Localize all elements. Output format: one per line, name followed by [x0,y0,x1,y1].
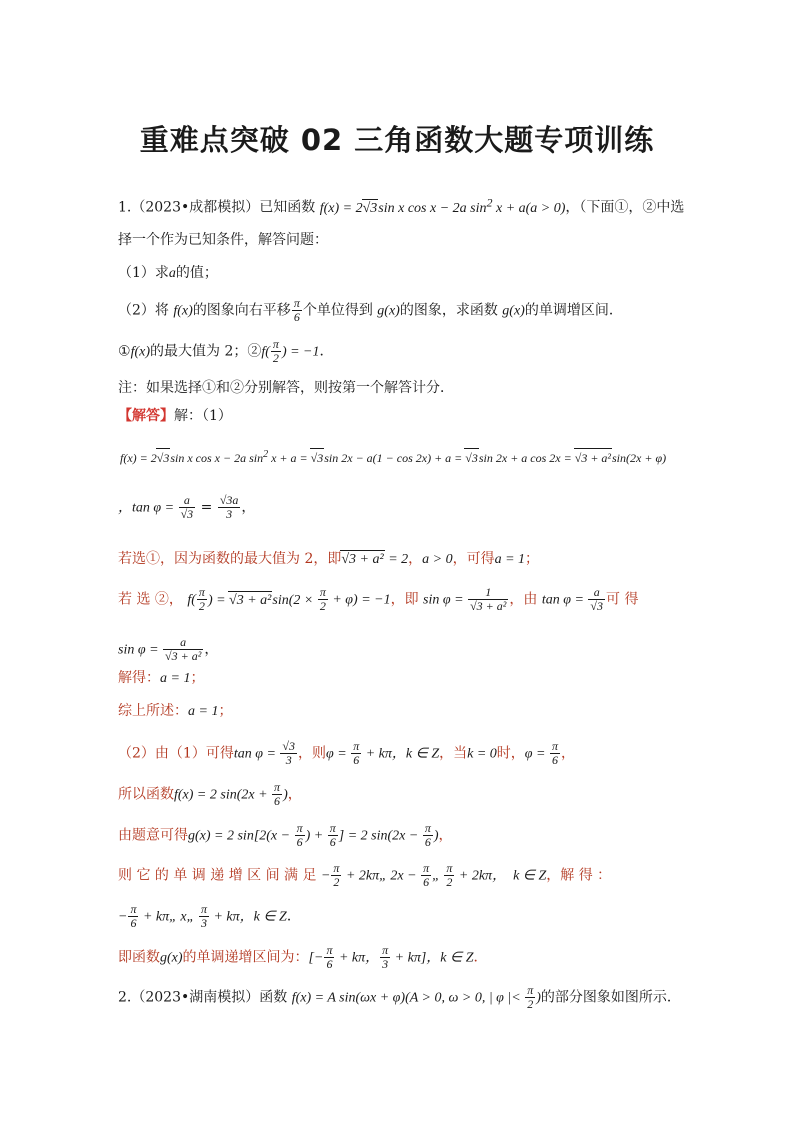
page-title: 重难点突破 02 三角函数大题专项训练 [139,123,655,157]
question-1: （1）求a的值； [118,265,218,281]
function-g: 由题意可得g(x) = 2 sin[2(x − $\frac{\pi}{6}$ ) + $\frac{\pi}{6}$ ] = 2 sin(2x − $\frac{\pi}{6}$ )， [118,821,453,849]
answer-heading: 【解答】解：（1） [118,408,232,424]
question-2: （2）将 f(x)的图象向右平移 $\frac{\pi}{6}$ 个单位得到 g(x)的图象，求函数 g(x)的单调增区间． [118,296,623,324]
conditions: ①f(x)的最大值为 2；②f( $\frac{\pi}{2}$ ) = −1． [118,337,334,365]
problem-1-statement: 1.（2023•成都模拟）已知函数 f(x) = 2√3sin x cos x − 2a $\sin^2 x + a(a > 0)$，（下面①，②中选 [118,195,685,216]
choice-2: 若 选 ②， f( $\frac{\pi}{2}$ ) = √3 + a²sin(2 × $\frac{\pi}{2}$ + φ) = −1，即 sin φ = $\frac{1}{\text{√3 + a²}}$ ，由 tan φ = $\frac{a}{√3}$ 可 得 [118,585,639,613]
tan-phi: ，tan φ = $\frac{a}{√3}$ = $\frac{√3a}{3}$ ， [118,493,256,521]
function-f: 所以函数f(x) = 2 sin(2x + $\frac{\pi}{6}$ )， [118,780,302,808]
solution-range: − $\frac{\pi}{6}$ + kπ„ x„ $\frac{\pi}{3}$ + kπ，k ∈ Z． [118,902,301,930]
note: 注：如果选择①和②分别解答，则按第一个解答计分． [118,380,454,396]
sin-phi: sin φ = $\frac{a}{\text{√3 + a²}}$ ， [118,635,219,663]
part-2-solution: （2）由（1）可得tan φ = $\frac{√3}{3}$ ，则φ = $\frac{\pi}{6}$ + kπ，k ∈ Z，当k = 0时，φ = $\frac{\pi}{6}$ ， [118,739,575,767]
derivation-line: f(x) = 2√3sin x cos x − 2a $\sin^2 x + a = √3\sin$ 2x − a(1 − cos 2x) + a = √3sin 2x + a cos 2x = √3 + a²sin(2x + φ) [120,449,667,465]
problem-2-statement: 2.（2023•湖南模拟）函数 f(x) = A sin(ωx + φ)(A > 0, ω > 0, | φ |< $\frac{\pi}{2}$ )的部分图象如图所示． [118,983,681,1011]
summary-line: 综上所述：a = 1； [118,703,233,719]
choice-1: 若选①，因为函数的最大值为 2，即√3 + a² = 2，a > 0，可得a = 1； [118,551,540,567]
monotonic-condition: 则 它 的 单 调 递 增 区 间 满 足 − $\frac{\pi}{2}$ + 2kπ„ 2x − $\frac{\pi}{6}$ „ $\frac{\pi}{2}$ + 2kπ， k ∈ Z，解 得 ： [118,861,612,889]
math-formula: f(x) = 2√3sin x cos x − 2a $\sin^2 x + a(a > 0)$ [319,195,566,216]
solve-line: 解得：a = 1； [118,670,205,686]
final-answer: 即函数g(x)的单调递增区间为：[− $\frac{\pi}{6}$ + kπ， $\frac{\pi}{3}$ + kπ]，k ∈ Z． [118,943,488,971]
problem-1-statement-cont: 择一个作为已知条件，解答问题： [118,232,328,248]
